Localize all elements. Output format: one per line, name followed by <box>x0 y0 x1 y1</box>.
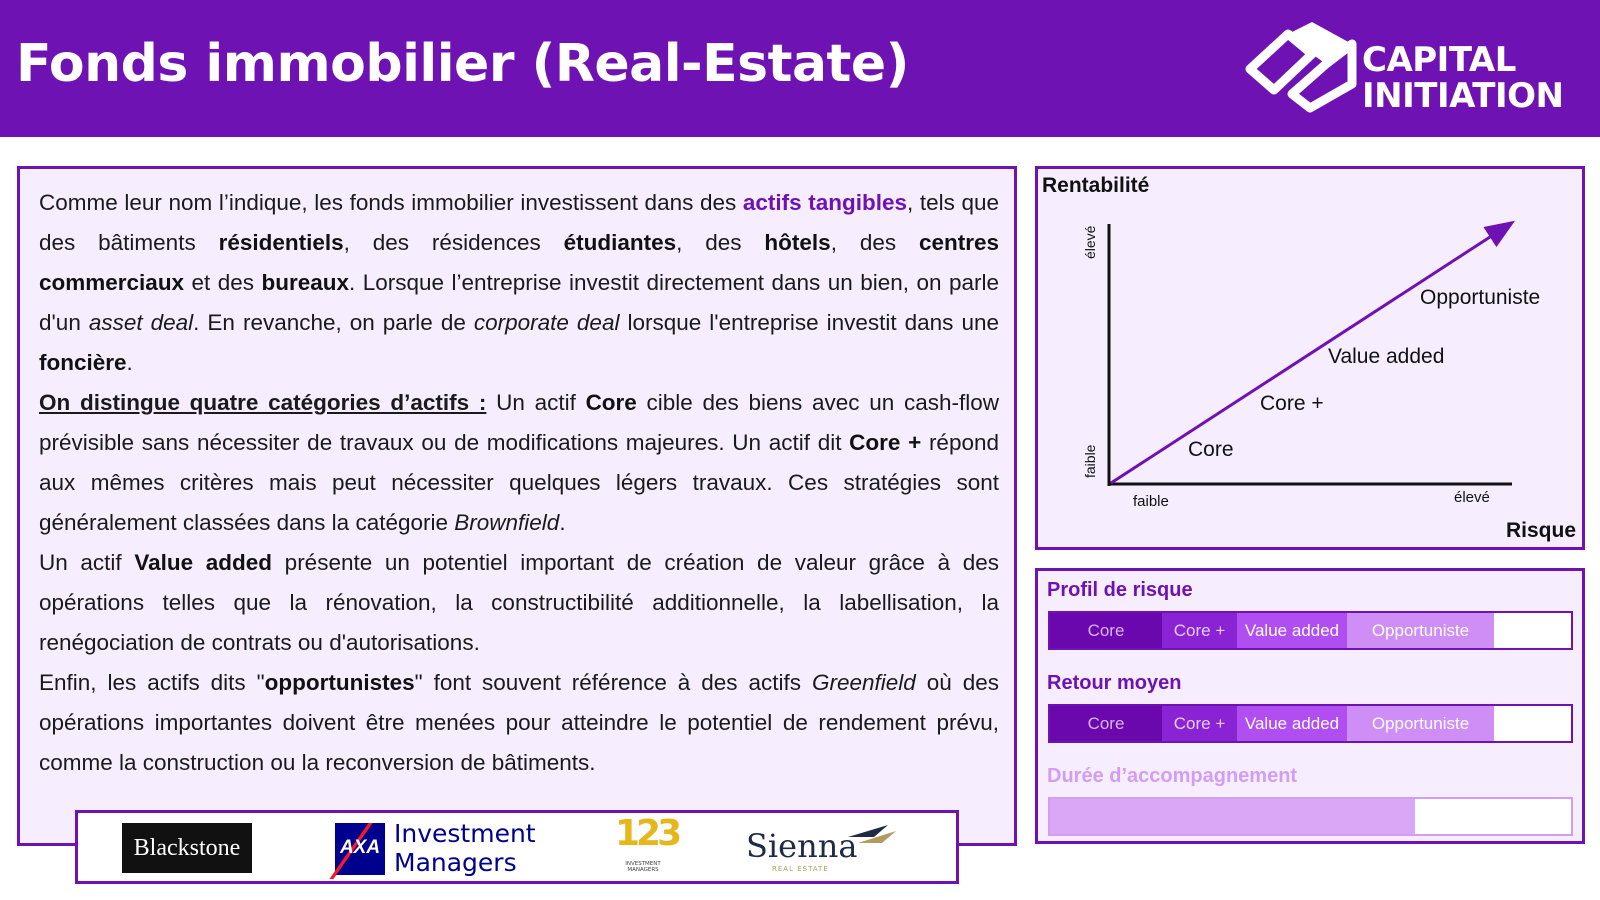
axa-line-2: Managers <box>394 848 517 877</box>
paragraph-opportunistic <box>39 663 999 783</box>
bold-term: résidentiels <box>218 230 344 255</box>
italic-term: asset deal <box>88 310 194 335</box>
highlight-tangible-assets: actifs tangibles <box>742 190 907 215</box>
risk-return-chart-panel <box>1035 166 1585 550</box>
brand-line-1: CAPITAL <box>1362 40 1516 80</box>
123im-numeral: 123 <box>615 813 679 854</box>
duration-fill <box>1050 799 1415 834</box>
text: . En revanche, on parle de <box>193 310 474 335</box>
text: répond aux mêmes critères mais peut nécessiter quelques légers travaux. Ces stratégies sont généralement classées dans la catégorie <box>39 430 999 535</box>
brand-line-2: INITIATION <box>1362 76 1564 116</box>
axa-im-logo-text <box>394 819 536 877</box>
bold-term: opportunistes <box>264 670 415 695</box>
annotation-value-added: Value added <box>1328 345 1445 368</box>
header-banner <box>0 0 1600 137</box>
italic-term: Brownfield <box>454 510 560 535</box>
bold-term: Core <box>585 390 637 415</box>
risk-profile-title: Profil de risque <box>1047 579 1193 601</box>
annotation-core-plus: Core + <box>1260 392 1324 415</box>
paragraph-intro <box>39 183 999 383</box>
trend-arrow <box>1111 224 1510 483</box>
text: Un actif <box>39 550 135 575</box>
text: , des <box>676 230 765 255</box>
123im-sub-2: MANAGERS <box>627 867 659 873</box>
text: . <box>559 510 566 535</box>
description-text <box>39 183 999 783</box>
text: et des <box>184 270 262 295</box>
chart-title: Rentabilité <box>1042 174 1150 197</box>
risk-segment-value-added: Value added <box>1237 613 1347 648</box>
text: . <box>126 350 133 375</box>
categories-heading: On distingue quatre catégories d’actifs : <box>39 390 487 415</box>
y-tick-high: élevé <box>1082 225 1098 259</box>
sienna-logo <box>746 823 896 879</box>
profile-panel <box>1035 568 1585 844</box>
capital-initiation-logo-icon <box>1240 14 1370 114</box>
average-return-bar <box>1048 704 1573 743</box>
sienna-subtitle: REAL ESTATE <box>772 865 829 873</box>
blackstone-logo: Blackstone <box>122 823 252 873</box>
text: , tels que des bâtiments <box>39 190 1000 255</box>
axa-line-1: Investment <box>394 819 536 848</box>
123im-logo <box>615 813 679 881</box>
text: " font souvent référence à des actifs <box>414 670 812 695</box>
risk-segment-opportunistic: Opportuniste <box>1347 613 1494 648</box>
text: lorsque l'entreprise investit dans une <box>619 310 999 335</box>
axa-label: AXA <box>339 837 381 858</box>
return-segment-opportunistic: Opportuniste <box>1347 706 1494 741</box>
annotation-core: Core <box>1188 438 1234 461</box>
risk-return-chart <box>1038 169 1582 547</box>
bold-term: centres commerciaux <box>39 230 1000 295</box>
risk-profile-bar <box>1048 611 1573 650</box>
text: cible des biens avec un cash-flow prévisible sans nécessiter de travaux ou de modifications majeures. Un actif dit <box>39 390 1000 455</box>
duration-bar <box>1048 797 1573 836</box>
paragraph-value-added <box>39 543 999 663</box>
123im-subtitle <box>615 861 671 873</box>
bold-term: hôtels <box>764 230 831 255</box>
text: Un actif <box>486 390 586 415</box>
text: , des <box>830 230 919 255</box>
return-segment-core: Core <box>1050 706 1162 741</box>
x-axis-label: Risque <box>1505 519 1576 542</box>
text: Comme leur nom l’indique, les fonds immobilier investissent dans des <box>39 190 743 215</box>
text: où des opérations importantes doivent être menées pour atteindre le potentiel de rendement prévu, comme la construction ou la reconversion de bâtiments. <box>39 670 999 775</box>
y-tick-low: faible <box>1082 444 1098 478</box>
text: . Lorsque l’entreprise investit directement dans un bien, on parle d'un <box>39 270 1000 335</box>
risk-segment-core-plus: Core + <box>1162 613 1237 648</box>
average-return-title: Retour moyen <box>1047 672 1182 694</box>
sienna-name: Sienna <box>746 827 858 865</box>
duration-title: Durée d’accompagnement <box>1047 765 1298 787</box>
risk-segment-core: Core <box>1050 613 1162 648</box>
italic-term: corporate deal <box>473 310 620 335</box>
sienna-flag-icon <box>848 823 896 845</box>
return-segment-core-plus: Core + <box>1162 706 1237 741</box>
x-tick-low: faible <box>1133 493 1169 510</box>
bold-term: Core + <box>849 430 922 455</box>
bold-term: bureaux <box>261 270 350 295</box>
text: présente un potentiel important de création de valeur grâce à des opérations telles que la rénovation, la constructibilité additionnelle, la labellisation, la renégociation de contrats ou d'autorisations. <box>39 550 1000 655</box>
return-segment-value-added: Value added <box>1237 706 1347 741</box>
italic-term: Greenfield <box>811 670 916 695</box>
paragraph-categories <box>39 383 999 543</box>
text: Enfin, les actifs dits " <box>39 670 265 695</box>
description-panel <box>17 166 1017 846</box>
x-tick-high: élevé <box>1454 489 1490 506</box>
annotation-opportunistic: Opportuniste <box>1420 286 1541 309</box>
brand-name <box>1362 42 1563 114</box>
bold-term: Value added <box>134 550 273 575</box>
bold-term: foncière <box>39 350 127 375</box>
123im-sub-1: INVESTMENT <box>625 861 661 867</box>
text: , des résidences <box>343 230 564 255</box>
bold-term: étudiantes <box>563 230 677 255</box>
partner-logos <box>75 810 959 884</box>
axa-logo-icon <box>335 823 385 875</box>
page-title: Fonds immobilier (Real-Estate) <box>16 34 909 94</box>
